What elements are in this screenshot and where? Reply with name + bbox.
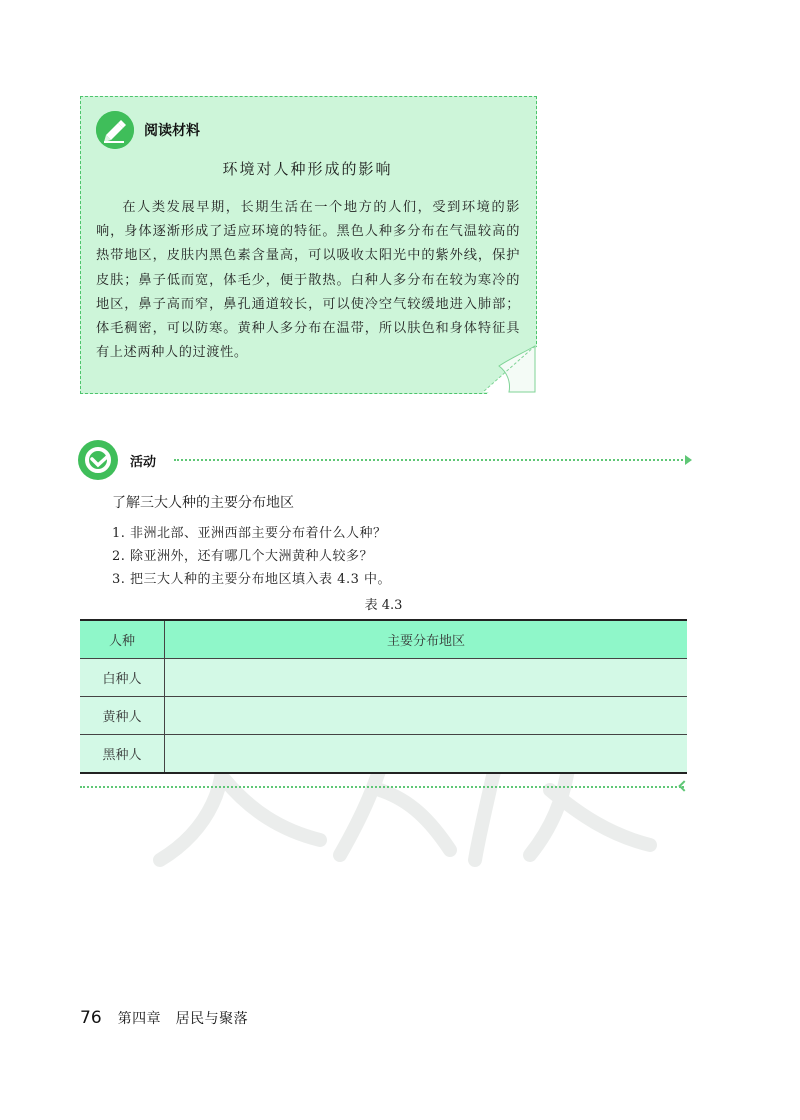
table-cell-race: 黑种人	[80, 735, 165, 774]
table-cell-region[interactable]	[165, 735, 688, 774]
page-number: 76	[80, 1008, 102, 1028]
table-row	[80, 659, 687, 697]
activity-title: 了解三大人种的主要分布地区	[112, 495, 294, 511]
reading-material-label: 阅读材料	[144, 123, 200, 139]
page-footer	[80, 1008, 248, 1028]
activity-label: 活动	[130, 454, 157, 470]
distribution-table	[80, 619, 687, 774]
question-item: 2. 除亚洲外，还有哪几个大洲黄种人较多？	[112, 549, 374, 564]
table-cell-race: 白种人	[80, 659, 165, 697]
table-cell-race: 黄种人	[80, 697, 165, 735]
table-row	[80, 697, 687, 735]
pencil-icon	[96, 111, 134, 149]
reading-paragraph: 在人类发展早期，长期生活在一个地方的人们，受到环境的影响，身体逐渐形成了适应环境的特征。黑色人种多分布在气温较高的热带地区，皮肤内黑色素含量高，可以吸收太阳光中的紫外线，保护皮肤；鼻子低而宽，体毛少，便于散热。白种人多分布在较为寒冷的地区，鼻子高而窄，鼻孔通道较长，可以使冷空气较缓地进入肺部；体毛稠密，可以防寒。黄种人多分布在温带，所以肤色和身体特征具有上述两种人的过渡性。	[96, 200, 520, 361]
question-list	[112, 522, 391, 591]
activity-header	[78, 440, 690, 480]
table-caption: 表 4.3	[364, 598, 403, 613]
table-header-cell: 主要分布地区	[165, 620, 688, 659]
reading-title: 环境对人种形成的影响	[222, 160, 393, 178]
table-header-cell: 人种	[80, 620, 165, 659]
table-cell-region[interactable]	[165, 659, 688, 697]
table-cell-region[interactable]	[165, 697, 688, 735]
question-item: 3. 把三大人种的主要分布地区填入表 4.3 中。	[112, 572, 391, 587]
table-header-row	[80, 620, 687, 659]
activity-icon	[78, 440, 118, 480]
chapter-title: 第四章 居民与聚落	[117, 1011, 249, 1027]
reading-material-header	[96, 111, 200, 149]
question-item: 1. 非洲北部、亚洲西部主要分布着什么人种？	[112, 526, 387, 541]
activity-end-divider	[80, 786, 684, 788]
activity-divider	[174, 459, 690, 461]
table-row	[80, 735, 687, 774]
